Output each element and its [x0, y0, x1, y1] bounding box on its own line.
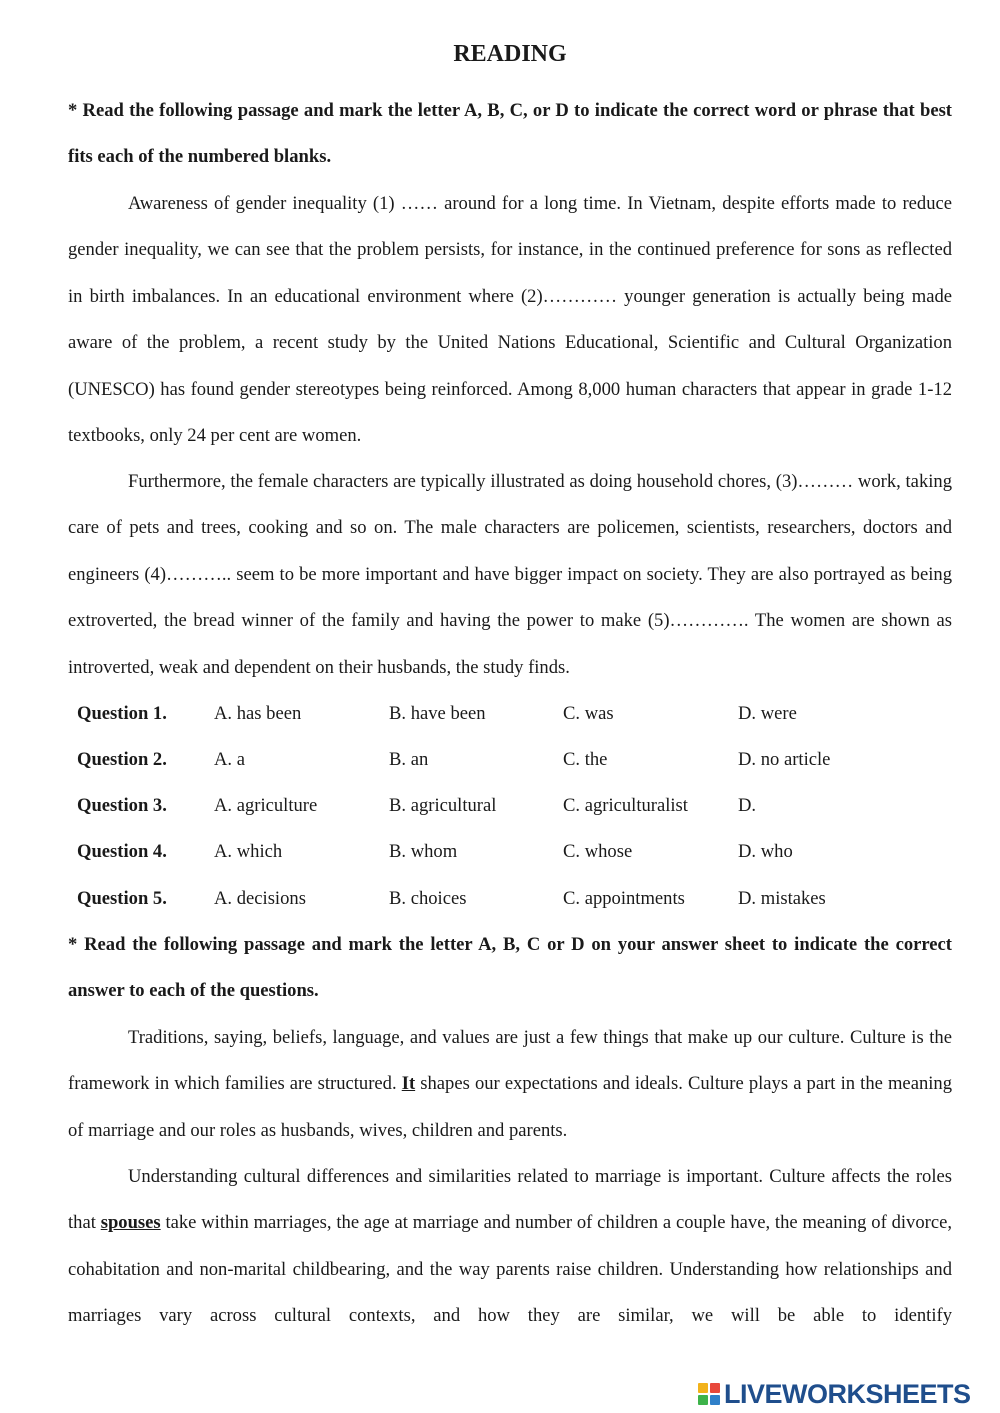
question-row-1 [68, 691, 952, 737]
option-c[interactable]: C. was [563, 703, 614, 724]
option-d[interactable]: D. mistakes [738, 888, 826, 909]
logo-grid-icon [697, 1382, 721, 1406]
underlined-word-spouses: spouses [100, 1212, 161, 1234]
option-c[interactable]: C. agriculturalist [563, 795, 688, 816]
underlined-word-it: It [401, 1073, 416, 1095]
question-row-5 [68, 876, 952, 922]
option-c[interactable]: C. the [563, 749, 608, 770]
paragraph-text: take within marriages, the age at marriage and number of children a couple have, the meaning of divorce, cohabitation and non-marital childbearing, and the way parents raise children. Understanding how relationships and marriages vary across cultural contexts, and how they are similar, we will be able to identify [68, 1212, 952, 1327]
liveworksheets-logo [697, 1377, 971, 1411]
option-c[interactable]: C. whose [563, 841, 633, 862]
question-label: Question 5. [77, 888, 167, 909]
logo-text: LIVEWORKSHEETS [724, 1378, 971, 1409]
logo-square [710, 1383, 720, 1393]
question-row-2 [68, 737, 952, 783]
paragraph-text: Understanding cultural differences and similarities related to marriage is important. Culture affects the roles that [68, 1166, 952, 1234]
option-b[interactable]: B. choices [389, 888, 467, 909]
question-label: Question 4. [77, 841, 167, 862]
logo-square [710, 1395, 720, 1405]
option-a[interactable]: A. decisions [214, 888, 306, 909]
option-a[interactable]: A. which [214, 841, 283, 862]
question-label: Question 3. [77, 795, 167, 816]
section2-instruction: * Read the following passage and mark the letter A, B, C or D on your answer sheet to indicate the correct answer to each of the questions. [68, 934, 952, 1002]
passage1-paragraph2: Furthermore, the female characters are typically illustrated as doing household chores, (3)……… work, taking care of pets and trees, cooking and so on. The male characters are policemen, scientists, researchers, doctors and engineers (4)……….. seem to be more important and have bigger impact on society. They are also portrayed as being extroverted, the bread winner of the family and having the power to make (5)…………. The women are shown as introverted, weak and dependent on their husbands, the study finds. [68, 471, 952, 678]
passage1-paragraph1: Awareness of gender inequality (1) …… around for a long time. In Vietnam, despite efforts made to reduce gender inequality, we can see that the problem persists, for instance, in the continued preference for sons as reflected in birth imbalances. In an educational environment where (2)………… younger generation is actually being made aware of the problem, a recent study by the United Nations Educational, Scientific and Cultural Organization (UNESCO) has found gender stereotypes being reinforced. Among 8,000 human characters that appear in grade 1-12 textbooks, only 24 per cent are women. [68, 193, 952, 447]
option-d[interactable]: D. who [738, 841, 793, 862]
paragraph-text: shapes our expectations and ideals. Culture plays a part in the meaning of marriage and our roles as husbands, wives, children and parents. [68, 1073, 952, 1141]
section1-instruction: * Read the following passage and mark the letter A, B, C, or D to indicate the correct word or phrase that best fits each of the numbered blanks. [68, 100, 952, 168]
option-d[interactable]: D. were [738, 703, 797, 724]
option-a[interactable]: A. agriculture [214, 795, 318, 816]
paragraph-text: Traditions, saying, beliefs, language, and values are just a few things that make up our culture. Culture is the framework in which families are structured. [68, 1027, 952, 1095]
question-row-3 [68, 783, 952, 829]
option-b[interactable]: B. agricultural [389, 795, 497, 816]
passage2-paragraph1 [68, 1015, 952, 1154]
passage2-paragraph2 [68, 1154, 952, 1340]
option-d[interactable]: D. [738, 795, 757, 816]
page-title: READING [453, 41, 567, 67]
logo-square [698, 1383, 708, 1393]
option-a[interactable]: A. has been [214, 703, 302, 724]
option-b[interactable]: B. an [389, 749, 429, 770]
question-label: Question 1. [77, 703, 167, 724]
question-row-4 [68, 829, 952, 875]
option-d[interactable]: D. no article [738, 749, 831, 770]
logo-square [698, 1395, 708, 1405]
option-c[interactable]: C. appointments [563, 888, 685, 909]
option-b[interactable]: B. whom [389, 841, 458, 862]
question-label: Question 2. [77, 749, 167, 770]
option-b[interactable]: B. have been [389, 703, 486, 724]
option-a[interactable]: A. a [214, 749, 245, 770]
